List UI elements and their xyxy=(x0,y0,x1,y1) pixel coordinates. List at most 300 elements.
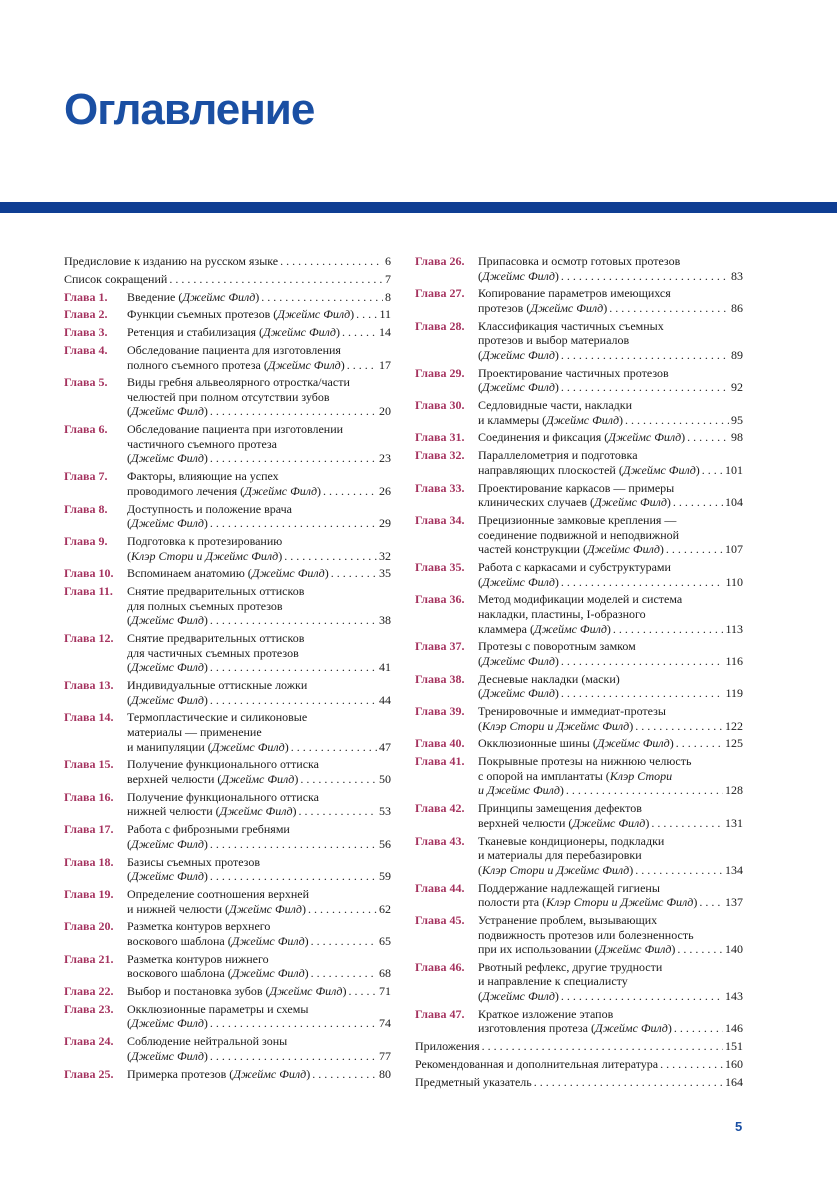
dot-leader xyxy=(534,1075,723,1090)
dot-leader xyxy=(660,1057,723,1072)
toc-chapter-entry[interactable] xyxy=(64,1067,391,1082)
entry-title-line: Проектирование каркасов — примеры xyxy=(478,480,675,495)
entry-title-line: соединение подвижной и неподвижной xyxy=(478,527,680,542)
dot-leader xyxy=(609,301,729,316)
page-ref: 68 xyxy=(379,966,391,981)
entry-title-line: (Джеймс Филд) xyxy=(478,268,559,283)
author-name: Джеймс Филд xyxy=(131,516,204,531)
toc-chapter-entry[interactable] xyxy=(415,481,743,510)
author-name: Джеймс Филд xyxy=(131,1048,204,1063)
entry-title-line: нижней челюсти (Джеймс Филд) xyxy=(127,804,297,819)
page-ref: 83 xyxy=(731,268,743,283)
entry-title-line: накладки, пластины, I-образного xyxy=(478,606,646,621)
entry-title-line: Покрывные протезы на нижнюю челюсть xyxy=(478,754,692,769)
entry-title-line: полости рта (Клэр Стори и Джеймс Филд) xyxy=(478,895,698,910)
page-ref: 89 xyxy=(731,347,743,362)
chapter-label: Глава 43. xyxy=(415,833,465,848)
entry-title-line: Получение функционального оттиска xyxy=(127,789,320,804)
dot-leader xyxy=(210,1016,377,1031)
author-name: Клэр Стори и Джеймс Филд xyxy=(482,862,630,877)
toc-chapter-entry[interactable] xyxy=(64,855,391,884)
toc-chapter-entry[interactable] xyxy=(64,343,391,372)
page-number: 5 xyxy=(735,1119,743,1134)
entry-title-line: Прецизионные замковые крепления — xyxy=(478,513,677,527)
dot-leader xyxy=(311,966,377,981)
entry-title-line: Параллелометрия и подготовка xyxy=(478,448,638,463)
chapter-label: Глава 38. xyxy=(415,671,465,686)
page-ref: 11 xyxy=(379,307,391,322)
entry-title-line: (Джеймс Филд) xyxy=(127,692,208,707)
entry-title-line: (Джеймс Филд) xyxy=(127,836,208,851)
page-ref: 119 xyxy=(725,686,743,701)
page-ref: 110 xyxy=(725,574,743,589)
toc-section-entry[interactable] xyxy=(415,1075,743,1090)
author-name: Джеймс Филд xyxy=(546,412,620,427)
entry-title-line: Краткое изложение этапов xyxy=(478,1006,614,1021)
entry-title-line: (Джеймс Филд) xyxy=(478,347,559,362)
dot-leader xyxy=(635,719,723,734)
entry-title-line: челюстей при полном отсутствии зубов xyxy=(127,389,330,404)
author-name: Джеймс Филд xyxy=(482,574,555,589)
page-ref: 116 xyxy=(725,653,743,668)
entry-title-line: Метод модификации моделей и система xyxy=(478,592,683,607)
page-ref: 17 xyxy=(379,357,391,372)
chapter-label: Глава 2. xyxy=(64,307,108,322)
page-ref: 134 xyxy=(725,862,743,877)
toc-chapter-entry[interactable] xyxy=(64,566,391,581)
entry-title-line: и манипуляции (Джеймс Филд) xyxy=(127,739,289,754)
page-ref: 14 xyxy=(379,325,391,340)
toc-chapter-entry[interactable] xyxy=(415,801,743,830)
dot-leader xyxy=(210,613,377,628)
entry-title-line: Тренировочные и иммедиат-протезы xyxy=(478,704,666,719)
chapter-label: Глава 41. xyxy=(415,754,465,769)
page-ref: 131 xyxy=(725,815,743,830)
dot-leader xyxy=(674,1021,723,1036)
entry-title-line: Седловидные части, накладки xyxy=(478,398,633,413)
page-ref: 125 xyxy=(725,736,743,751)
chapter-label: Глава 23. xyxy=(64,1001,114,1016)
dot-leader xyxy=(635,863,723,878)
toc-chapter-entry[interactable] xyxy=(415,592,743,636)
author-name: Клэр Стори xyxy=(609,768,673,783)
entry-title-line: Десневые накладки (маски) xyxy=(478,671,620,686)
dot-leader xyxy=(482,1039,723,1054)
author-name: Джеймс Филд xyxy=(131,451,204,466)
page-ref: 59 xyxy=(379,869,391,884)
toc-chapter-entry[interactable] xyxy=(64,984,391,999)
entry-title-line: Копирование параметров имеющихся xyxy=(478,286,671,301)
entry-title-line: Вспоминаем анатомию (Джеймс Филд) xyxy=(127,566,329,581)
dot-leader xyxy=(210,837,377,852)
toc-chapter-entry[interactable] xyxy=(415,430,743,445)
chapter-label: Глава 21. xyxy=(64,951,114,966)
page-ref: 92 xyxy=(731,380,743,395)
dot-leader xyxy=(169,272,383,287)
dot-leader xyxy=(676,736,723,751)
entry-title-line: протезов и выбор материалов xyxy=(478,333,630,348)
entry-title-line: Введение (Джеймс Филд) xyxy=(127,289,260,304)
entry-title-line: Предисловие к изданию на русском языке xyxy=(64,254,279,268)
chapter-label: Глава 15. xyxy=(64,757,114,772)
author-name: Джеймс Филд xyxy=(482,380,555,395)
page-ref: 38 xyxy=(379,613,391,628)
entry-title-line: Виды гребня альвеолярного отростка/части xyxy=(127,375,350,390)
entry-title-line: Разметка контуров нижнего xyxy=(127,951,269,966)
author-name: Джеймс Филд xyxy=(482,347,555,362)
entry-title-line: Индивидуальные оттискные ложки xyxy=(127,678,308,693)
toc-chapter-entry[interactable] xyxy=(64,919,391,948)
page-ref: 86 xyxy=(731,300,743,315)
entry-title-line: (Джеймс Филд) xyxy=(127,869,208,884)
chapter-label: Глава 16. xyxy=(64,789,114,804)
toc-chapter-entry[interactable] xyxy=(64,678,391,707)
entry-title-line: (Джеймс Филд) xyxy=(127,1016,208,1031)
dot-leader xyxy=(210,869,377,884)
chapter-label: Глава 13. xyxy=(64,678,114,693)
author-name: Джеймс Филд xyxy=(530,300,604,315)
chapter-label: Глава 17. xyxy=(64,822,114,837)
entry-title-line: (Джеймс Филд) xyxy=(127,660,208,675)
dot-leader xyxy=(561,575,724,590)
author-name: Джеймс Филд xyxy=(267,357,341,372)
entry-title-line: (Джеймс Филд) xyxy=(478,989,559,1004)
page-ref: 146 xyxy=(725,1021,743,1036)
entry-title-line: (Клэр Стори и Джеймс Филд) xyxy=(478,862,634,877)
chapter-label: Глава 45. xyxy=(415,912,465,927)
entry-title-line: и Джеймс Филд) xyxy=(478,783,564,798)
entry-title-line: (Джеймс Филд) xyxy=(127,516,208,531)
toc-chapter-entry[interactable] xyxy=(64,1034,391,1063)
author-name: Клэр Стори и Джеймс Филд xyxy=(482,718,630,733)
page-ref: 41 xyxy=(379,660,391,675)
entry-title-line: при их использовании (Джеймс Филд) xyxy=(478,942,676,957)
entry-title-line: Соблюдение нейтральной зоны xyxy=(127,1034,288,1049)
dot-leader xyxy=(331,566,377,581)
dot-leader xyxy=(291,740,377,755)
author-name: Джеймс Филд xyxy=(131,1016,204,1031)
dot-leader xyxy=(210,451,377,466)
dot-leader xyxy=(613,622,724,637)
entry-title-line: Обследование пациента для изготовления xyxy=(127,342,341,357)
chapter-label: Глава 7. xyxy=(64,469,108,484)
entry-title-line: кламмера (Джеймс Филд) xyxy=(478,621,611,636)
entry-title-line: направляющих плоскостей (Джеймс Филд) xyxy=(478,462,700,477)
entry-title-line: Окклюзионные шины (Джеймс Филд) xyxy=(478,736,674,751)
toc-chapter-entry[interactable] xyxy=(415,319,743,363)
chapter-label: Глава 8. xyxy=(64,501,108,516)
toc-chapter-entry[interactable] xyxy=(415,254,743,283)
entry-title-line: подвижность протезов или болезненность xyxy=(478,927,694,942)
entry-title-line: Рвотный рефлекс, другие трудности xyxy=(478,959,663,974)
toc-chapter-entry[interactable] xyxy=(415,286,743,315)
dot-leader xyxy=(284,549,377,564)
dot-leader xyxy=(687,430,729,445)
page-ref: 101 xyxy=(725,462,743,477)
page-ref: 107 xyxy=(725,542,743,557)
entry-title-line: Припасовка и осмотр готовых протезов xyxy=(478,254,681,268)
page-ref: 140 xyxy=(725,942,743,957)
entry-title-line: Список сокращений xyxy=(64,271,168,286)
entry-title-line: Функции съемных протезов (Джеймс Филд) xyxy=(127,307,355,322)
entry-title-line: (Джеймс Филд) xyxy=(127,613,208,628)
entry-title-line: Определение соотношения верхней xyxy=(127,886,310,901)
dot-leader xyxy=(308,902,377,917)
page-ref: 7 xyxy=(385,271,391,286)
entry-title-line: Протезы с поворотным замком xyxy=(478,639,636,654)
chapter-label: Глава 27. xyxy=(415,286,465,301)
page-ref: 35 xyxy=(379,566,391,581)
chapter-label: Глава 1. xyxy=(64,289,108,304)
dot-leader xyxy=(625,413,729,428)
toc-chapter-entry[interactable] xyxy=(64,584,391,628)
toc-chapter-entry[interactable] xyxy=(64,822,391,851)
entry-title-line: (Джеймс Филд) xyxy=(127,1048,208,1063)
toc-chapter-entry[interactable] xyxy=(415,913,743,957)
toc-chapter-entry[interactable] xyxy=(415,881,743,910)
dot-leader xyxy=(566,783,723,798)
author-name: Джеймс Филд xyxy=(482,268,555,283)
entry-title-line: полного съемного протеза (Джеймс Филд) xyxy=(127,357,345,372)
chapter-label: Глава 39. xyxy=(415,704,465,719)
chapter-label: Глава 36. xyxy=(415,592,465,607)
toc-chapter-entry[interactable] xyxy=(64,534,391,563)
chapter-label: Глава 22. xyxy=(64,984,114,999)
entry-title-line: Классификация частичных съемных xyxy=(478,318,664,333)
entry-title-line: Тканевые кондиционеры, подкладки xyxy=(478,833,665,848)
page-ref: 8 xyxy=(385,289,391,304)
page-ref: 56 xyxy=(379,836,391,851)
chapter-label: Глава 10. xyxy=(64,566,114,581)
header-band xyxy=(0,202,837,213)
page-ref: 128 xyxy=(725,783,743,798)
entry-title-line: Доступность и положение врача xyxy=(127,501,292,516)
entry-title-line: Базисы съемных протезов xyxy=(127,854,261,869)
dot-leader xyxy=(312,1067,377,1082)
entry-title-line: Подготовка к протезированию xyxy=(127,533,283,548)
dot-leader xyxy=(561,686,724,701)
toc-chapter-entry[interactable] xyxy=(415,1007,743,1036)
entry-title-line: с опорой на имплантаты (Клэр Стори xyxy=(478,768,673,783)
entry-title-line: Устранение проблем, вызывающих xyxy=(478,912,658,927)
page-ref: 98 xyxy=(731,430,743,445)
dot-leader xyxy=(210,693,377,708)
dot-leader xyxy=(561,989,723,1004)
toc-chapter-entry[interactable] xyxy=(64,307,391,322)
author-name: Джеймс Филд xyxy=(482,653,555,668)
toc-chapter-entry[interactable] xyxy=(415,366,743,395)
entry-title-line: Факторы, влияющие на успех xyxy=(127,469,279,484)
page-ref: 160 xyxy=(725,1057,743,1071)
chapter-label: Глава 34. xyxy=(415,513,465,527)
dot-leader xyxy=(677,942,723,957)
page-ref: 143 xyxy=(725,989,743,1004)
toc-chapter-entry[interactable] xyxy=(415,398,743,427)
entry-title-line: проводимого лечения (Джеймс Филд) xyxy=(127,483,322,498)
toc-section-entry[interactable] xyxy=(64,254,391,269)
entry-title-line: воскового шаблона (Джеймс Филд) xyxy=(127,966,309,981)
author-name: Джеймс Филд xyxy=(608,430,682,445)
author-name: Джеймс Филд xyxy=(482,686,555,701)
entry-title-line: Соединения и фиксация (Джеймс Филд) xyxy=(478,430,686,445)
entry-title-line: Принципы замещения дефектов xyxy=(478,801,642,816)
author-name: Джеймс Филд xyxy=(131,692,204,707)
author-name: Джеймс Филд xyxy=(533,621,607,636)
author-name: Джеймс Филд xyxy=(221,772,295,786)
entry-title-line: Разметка контуров верхнего xyxy=(127,919,271,934)
entry-title-line: клинических случаев (Джеймс Филд) xyxy=(478,495,671,510)
author-name: Джеймс Филд xyxy=(231,966,305,981)
author-name: Джеймс Филд xyxy=(482,989,555,1004)
author-name: Джеймс Филд xyxy=(596,736,670,751)
toc-chapter-entry[interactable] xyxy=(415,834,743,878)
toc-section-entry[interactable] xyxy=(415,1057,743,1072)
toc-chapter-entry[interactable] xyxy=(64,887,391,916)
dot-leader xyxy=(348,984,377,999)
dot-leader xyxy=(702,463,723,478)
chapter-label: Глава 20. xyxy=(64,919,114,934)
entry-title-line: (Джеймс Филд) xyxy=(127,404,208,419)
dot-leader xyxy=(323,484,377,499)
page-ref: 50 xyxy=(379,772,391,786)
chapter-label: Глава 26. xyxy=(415,254,465,268)
dot-leader xyxy=(651,816,723,831)
author-name: Джеймс Филд xyxy=(594,1021,668,1036)
toc-chapter-entry[interactable] xyxy=(64,952,391,981)
entry-title-line: (Джеймс Филд) xyxy=(478,653,559,668)
toc-chapter-entry[interactable] xyxy=(64,422,391,466)
entry-title-line: Предметный указатель xyxy=(415,1074,532,1089)
toc-chapter-entry[interactable] xyxy=(415,560,743,589)
entry-title-line: и кламмеры (Джеймс Филд) xyxy=(478,412,624,427)
dot-leader xyxy=(210,516,377,531)
toc-chapter-entry[interactable] xyxy=(64,469,391,498)
chapter-label: Глава 9. xyxy=(64,533,108,548)
dot-leader xyxy=(561,269,729,284)
dot-leader xyxy=(210,1049,377,1064)
dot-leader xyxy=(561,380,729,395)
dot-leader xyxy=(299,804,377,819)
author-name: Джеймс Филд xyxy=(594,495,667,510)
author-name: Джеймс Филд xyxy=(572,815,646,830)
author-name: Джеймс Филд xyxy=(263,325,336,340)
toc-chapter-entry[interactable] xyxy=(64,1002,391,1031)
entry-title-line: и направление к специалисту xyxy=(478,974,628,989)
page-ref: 47 xyxy=(379,739,391,754)
author-name: Джеймс Филд xyxy=(182,289,256,304)
page-ref: 122 xyxy=(725,718,743,733)
entry-title-line: (Джеймс Филд) xyxy=(478,686,559,701)
dot-leader xyxy=(300,772,377,787)
dot-leader xyxy=(210,404,377,419)
author-name: Джеймс Филд xyxy=(231,933,305,948)
page-ref: 137 xyxy=(725,895,743,910)
page-ref: 104 xyxy=(725,495,743,510)
chapter-label: Глава 4. xyxy=(64,342,108,357)
author-name: Джеймс Филд xyxy=(251,566,325,581)
toc-chapter-entry[interactable] xyxy=(415,448,743,477)
toc-chapter-entry[interactable] xyxy=(415,736,743,751)
entry-title-line: Приложения xyxy=(415,1039,480,1054)
author-name: Джеймс Филд xyxy=(269,984,343,999)
page-ref: 151 xyxy=(725,1039,743,1054)
entry-title-line: для частичных съемных протезов xyxy=(127,645,299,660)
dot-leader xyxy=(347,358,377,373)
chapter-label: Глава 14. xyxy=(64,710,114,725)
page-ref: 62 xyxy=(379,901,391,916)
author-name: Джеймс Филд xyxy=(277,307,351,322)
chapter-label: Глава 40. xyxy=(415,736,465,751)
page-ref: 29 xyxy=(379,516,391,531)
entry-title-line: Работа с фиброзными гребнями xyxy=(127,822,290,837)
toc-chapter-entry[interactable] xyxy=(64,502,391,531)
toc-chapter-entry[interactable] xyxy=(415,960,743,1004)
toc-section-entry[interactable] xyxy=(415,1039,743,1054)
author-name: Джеймс Филд xyxy=(131,660,204,675)
page-ref: 6 xyxy=(385,254,391,268)
toc-chapter-entry[interactable] xyxy=(64,325,391,340)
dot-leader xyxy=(561,654,724,669)
page-ref: 23 xyxy=(379,451,391,466)
toc-chapter-entry[interactable] xyxy=(415,704,743,733)
entry-title-line: Работа с каркасами и субструктурами xyxy=(478,559,671,574)
author-name: Джеймс Филд xyxy=(131,836,204,851)
entry-title-line: Снятие предварительных оттисков xyxy=(127,584,305,599)
author-name: Джеймс Филд xyxy=(131,404,204,419)
entry-title-line: Ретенция и стабилизация (Джеймс Филд) xyxy=(127,325,340,340)
chapter-label: Глава 33. xyxy=(415,480,465,495)
page-ref: 71 xyxy=(379,984,391,999)
entry-title-line: Термопластические и силиконовые xyxy=(127,710,308,725)
dot-leader xyxy=(261,290,383,305)
dot-leader xyxy=(673,495,723,510)
dot-leader xyxy=(666,542,723,557)
chapter-label: Глава 47. xyxy=(415,1006,465,1021)
entry-title-line: Рекомендованная и дополнительная литература xyxy=(415,1057,659,1071)
entry-title-line: Примерка протезов (Джеймс Филд) xyxy=(127,1066,311,1081)
toc-chapter-entry[interactable] xyxy=(64,631,391,675)
toc-chapter-entry[interactable] xyxy=(64,290,391,305)
toc-chapter-entry[interactable] xyxy=(415,639,743,668)
entry-title-line: частичного съемного протеза xyxy=(127,436,277,451)
chapter-label: Глава 18. xyxy=(64,854,114,869)
chapter-label: Глава 6. xyxy=(64,422,108,437)
page-ref: 26 xyxy=(379,483,391,498)
dot-leader xyxy=(280,254,383,269)
chapter-label: Глава 30. xyxy=(415,398,465,413)
page-ref: 44 xyxy=(379,692,391,707)
toc-chapter-entry[interactable] xyxy=(415,754,743,798)
author-name: и Джеймс Филд xyxy=(478,783,560,798)
toc-column-right xyxy=(415,254,743,1093)
chapter-label: Глава 5. xyxy=(64,375,108,390)
entry-title-line: Выбор и постановка зубов (Джеймс Филд) xyxy=(127,984,347,999)
toc-chapter-entry[interactable] xyxy=(415,513,743,557)
toc-chapter-entry[interactable] xyxy=(64,790,391,819)
toc-chapter-entry[interactable] xyxy=(64,375,391,419)
toc-chapter-entry[interactable] xyxy=(415,672,743,701)
entry-title-line: верхней челюсти (Джеймс Филд) xyxy=(478,815,650,830)
author-name: Клэр Стори и Джеймс Филд xyxy=(546,895,694,910)
chapter-label: Глава 29. xyxy=(415,365,465,380)
toc-chapter-entry[interactable] xyxy=(64,710,391,754)
author-name: Джеймс Филд xyxy=(233,1066,307,1081)
entry-title-line: Получение функционального оттиска xyxy=(127,757,320,772)
chapter-label: Глава 42. xyxy=(415,801,465,816)
entry-title-line: материалы — применение xyxy=(127,725,262,740)
toc-chapter-entry[interactable] xyxy=(64,757,391,786)
toc-section-entry[interactable] xyxy=(64,272,391,287)
